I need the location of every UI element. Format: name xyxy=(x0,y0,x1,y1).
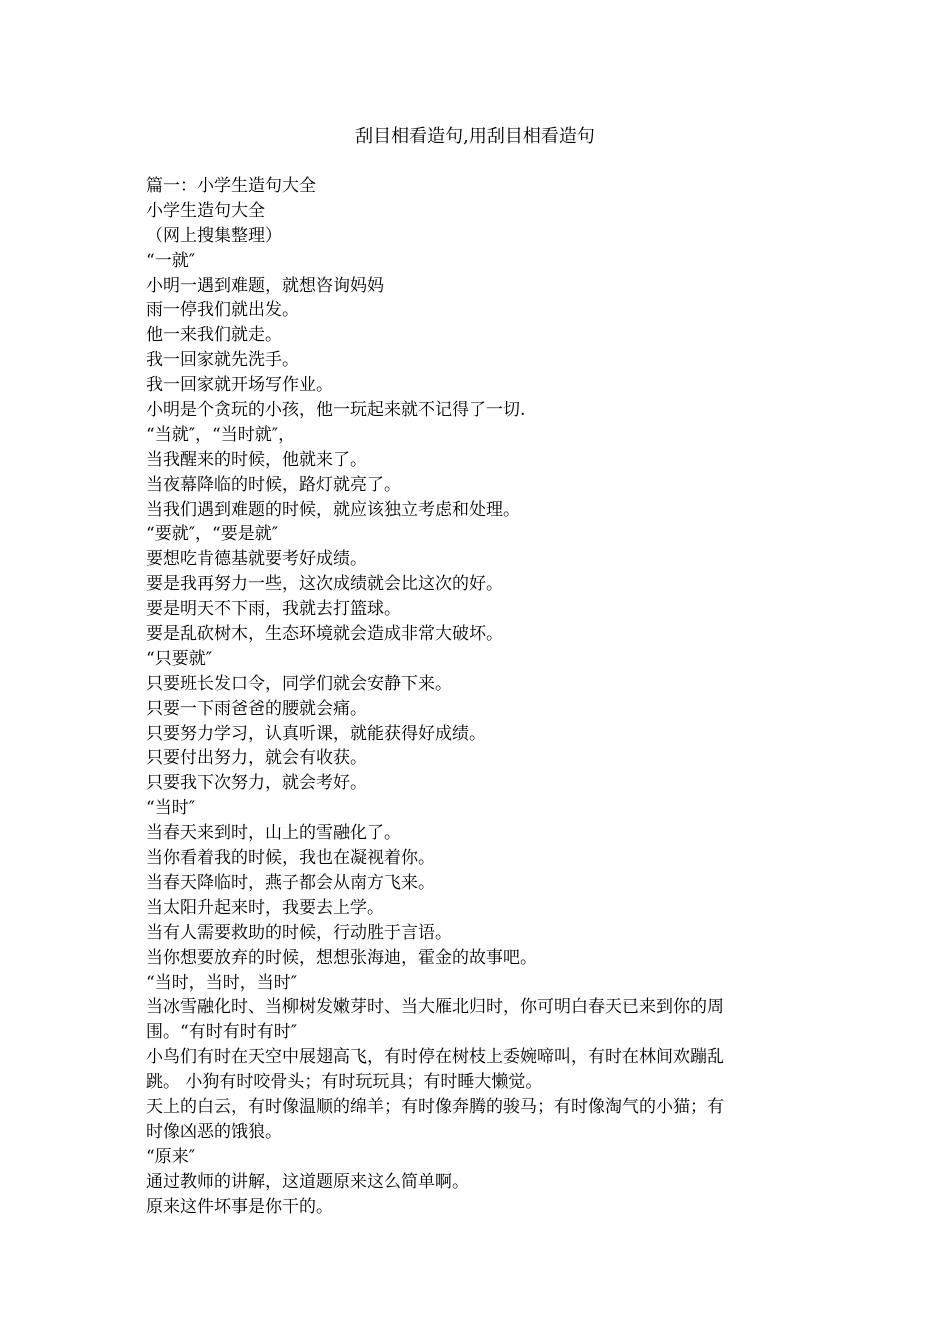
text-line: 当春天降临时，燕子都会从南方飞来。 xyxy=(146,872,435,893)
document-body xyxy=(146,174,806,1219)
text-line: 要是我再努力一些，这次成绩就会比这次的好。 xyxy=(146,574,503,595)
text-line: 雨一停我们就出发。 xyxy=(146,300,299,321)
text-line: 只要班长发口令，同学们就会安静下来。 xyxy=(146,673,452,694)
text-line: “只要就″ xyxy=(146,648,213,669)
text-line: 时像凶恶的饿狼。 xyxy=(146,1121,282,1142)
text-line: “当时″ xyxy=(146,798,196,819)
text-line: 跳。 小狗有时咬骨头；有时玩玩具；有时睡大懒觉。 xyxy=(146,1072,543,1093)
text-line: “当就″，“当时就″， xyxy=(146,424,296,445)
text-line: （网上搜集整理） xyxy=(146,225,282,246)
text-line: 我一回家就先洗手。 xyxy=(146,350,299,371)
text-line: 我一回家就开场写作业。 xyxy=(146,375,333,396)
text-line: 要想吃肯德基就要考好成绩。 xyxy=(146,549,367,570)
text-line: 篇一：小学生造句大全 xyxy=(146,176,316,196)
text-line: 小鸟们有时在天空中展翅高飞，有时停在树枝上委婉啼叫，有时在林间欢蹦乱 xyxy=(146,1047,724,1068)
text-line: 只要我下次努力，就会考好。 xyxy=(146,773,367,794)
text-line: “当时，当时，当时″ xyxy=(146,972,298,993)
text-line: 要是乱砍树木，生态环境就会造成非常大破坏。 xyxy=(146,624,503,645)
text-line: 当冰雪融化时、当柳树发嫩芽时、当大雁北归时，你可明白春天已来到你的周 xyxy=(146,997,724,1018)
text-line: 当你想要放弃的时候，想想张海迪，霍金的故事吧。 xyxy=(146,947,537,968)
text-line: 天上的白云，有时像温顺的绵羊；有时像奔腾的骏马；有时像淘气的小猫；有 xyxy=(146,1096,724,1117)
text-line: “原来″ xyxy=(146,1146,196,1167)
document-title: 刮目相看造句,用刮目相看造句 xyxy=(355,126,595,147)
text-line: 围。“有时有时有时″ xyxy=(146,1022,298,1043)
text-line: 当我醒来的时候，他就来了。 xyxy=(146,449,367,470)
text-line: “一就″ xyxy=(146,250,196,271)
text-line: 当我们遇到难题的时候，就应该独立考虑和处理。 xyxy=(146,499,520,520)
text-line: “要就″，“要是就″ xyxy=(146,524,279,545)
text-line: 当有人需要救助的时候，行动胜于言语。 xyxy=(146,922,452,943)
text-line: 当春天来到时，山上的雪融化了。 xyxy=(146,823,401,844)
text-line: 只要努力学习，认真听课，就能获得好成绩。 xyxy=(146,723,486,744)
text-line: 原来这件坏事是你干的。 xyxy=(146,1196,333,1217)
text-line: 要是明天不下雨，我就去打篮球。 xyxy=(146,599,401,620)
text-line: 当太阳升起来时，我要去上学。 xyxy=(146,897,384,918)
text-line: 小明是个贪玩的小孩，他一玩起来就不记得了一切. xyxy=(146,400,526,421)
text-line: 小明一遇到难题，就想咨询妈妈 xyxy=(146,275,384,296)
text-line: 当你看着我的时候，我也在凝视着你。 xyxy=(146,848,435,869)
text-line: 通过教师的讲解，这道题原来这么简单啊。 xyxy=(146,1171,469,1192)
text-line: 只要一下雨爸爸的腰就会痛。 xyxy=(146,698,367,719)
text-line: 当夜幕降临的时候，路灯就亮了。 xyxy=(146,474,401,495)
text-line: 小学生造句大全 xyxy=(146,200,265,221)
text-line: 他一来我们就走。 xyxy=(146,325,282,346)
text-line: 只要付出努力，就会有收获。 xyxy=(146,748,367,769)
